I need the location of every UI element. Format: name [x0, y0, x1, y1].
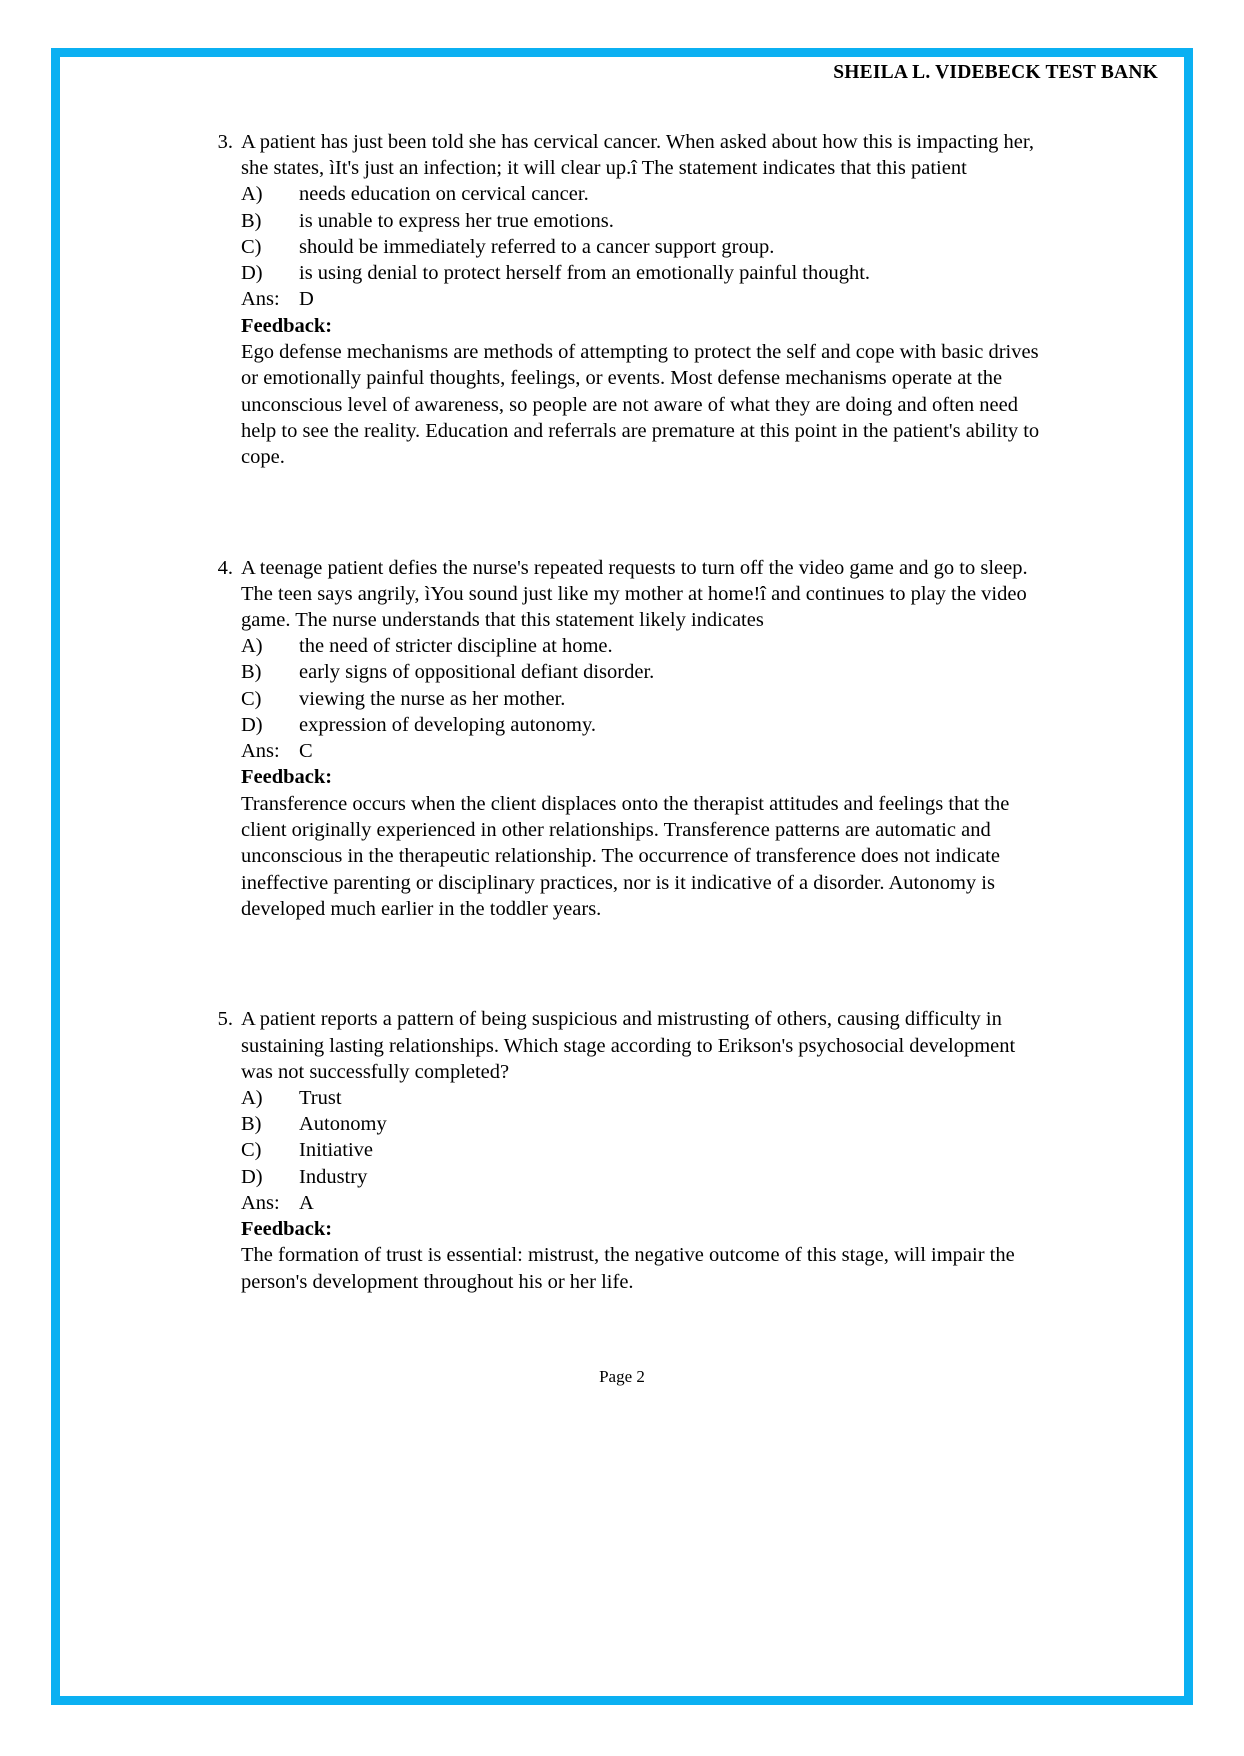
block-spacer — [203, 515, 1048, 555]
option-text: should be immediately referred to a cancer support group. — [299, 235, 775, 258]
feedback-text: Transference occurs when the client displaces onto the therapist attitudes and feelings that the client originally experienced in other relationships. Transference patterns are automatic and unconscious in the therapeutic relationship. The occurrence of transference does not indicate ineffective parenting or disciplinary practices, nor is it indicative of a disorder. Autonomy is developed much earlier in the toddler years. — [241, 792, 1010, 920]
answer-value: C — [299, 740, 313, 763]
option-row[interactable] — [241, 1137, 1048, 1163]
answer-row — [203, 286, 1048, 312]
question-stem-text: A patient reports a pattern of being suspicious and mistrusting of others, causing difficulty in sustaining lasting relationships. Which stage according to Erikson's psychosocial development was not successfully completed? — [241, 1008, 1016, 1083]
answer-row — [203, 1190, 1048, 1216]
question-number: 4. — [217, 556, 233, 579]
option-letter: D) — [241, 713, 263, 736]
answer-label: Ans: — [241, 740, 280, 763]
option-row[interactable] — [241, 686, 1048, 712]
option-row[interactable] — [241, 260, 1048, 286]
option-row[interactable] — [241, 1111, 1048, 1137]
option-text: is using denial to protect herself from an emotionally painful thought. — [299, 262, 871, 285]
question-stem-text: A teenage patient defies the nurse's repeated requests to turn off the video game and go to sleep. The teen says angrily, ìYou sound just like my mother at home!î and continues to play the video game. The nurse understands that this statement likely indicates — [241, 556, 1028, 631]
answer-options-list — [203, 633, 1048, 738]
option-row[interactable] — [241, 1164, 1048, 1190]
option-letter: D) — [241, 262, 263, 285]
question-block — [203, 129, 1048, 471]
answer-options-list — [203, 1085, 1048, 1190]
feedback-label: Feedback: — [241, 314, 333, 337]
option-letter: B) — [241, 1113, 262, 1136]
option-row[interactable] — [241, 712, 1048, 738]
option-text: Industry — [299, 1165, 368, 1188]
answer-row — [203, 738, 1048, 764]
option-letter: C) — [241, 1139, 262, 1162]
option-text: needs education on cervical cancer. — [299, 183, 589, 206]
answer-options-list — [203, 181, 1048, 286]
option-row[interactable] — [241, 659, 1048, 685]
answer-value: D — [299, 288, 314, 311]
option-text: Initiative — [299, 1139, 374, 1162]
option-text: Trust — [299, 1086, 342, 1109]
option-text: early signs of oppositional defiant disorder. — [299, 661, 655, 684]
question-stem — [203, 129, 1048, 181]
block-spacer — [203, 966, 1048, 1006]
option-text: the need of stricter discipline at home. — [299, 635, 613, 658]
question-block — [203, 555, 1048, 923]
option-text: expression of developing autonomy. — [299, 713, 596, 736]
answer-label: Ans: — [241, 288, 280, 311]
question-number: 3. — [217, 131, 233, 153]
feedback-label: Feedback: — [241, 766, 333, 789]
answer-label: Ans: — [241, 1191, 280, 1214]
question-block — [203, 1006, 1048, 1295]
option-row[interactable] — [241, 208, 1048, 234]
feedback-text: Ego defense mechanisms are methods of attempting to protect the self and cope with basic drives or emotionally painful thoughts, feelings, or events. Most defense mechanisms operate at the unconscious level of awareness, so people are not aware of what they are doing and often need help to see the reality. Education and referrals are premature at this point in the patient's ability to cope. — [241, 340, 1040, 469]
option-row[interactable] — [241, 181, 1048, 207]
option-row[interactable] — [241, 234, 1048, 260]
option-letter: C) — [241, 235, 262, 258]
questions-container — [203, 129, 1048, 1339]
option-row[interactable] — [241, 1085, 1048, 1111]
question-number: 5. — [217, 1008, 233, 1031]
option-letter: A) — [241, 1086, 263, 1109]
option-letter: A) — [241, 183, 263, 206]
option-letter: C) — [241, 687, 262, 710]
option-row[interactable] — [241, 633, 1048, 659]
option-letter: B) — [241, 661, 262, 684]
feedback-label: Feedback: — [241, 1218, 333, 1241]
page-footer: Page 2 — [599, 1367, 645, 1386]
document-header-title: SHEILA L. VIDEBECK TEST BANK — [833, 62, 1158, 83]
feedback-text: The formation of trust is essential: mistrust, the negative outcome of this stage, will impair the person's development throughout his or her life. — [241, 1244, 1015, 1293]
answer-value: A — [299, 1191, 314, 1214]
question-stem-text: A patient has just been told she has cervical cancer. When asked about how this is impacting her, she states, ìIt's just an infection; it will clear up.î The statement indicates that this patient — [241, 131, 1034, 180]
option-letter: B) — [241, 209, 262, 232]
option-text: is unable to express her true emotions. — [299, 209, 614, 232]
option-text: viewing the nurse as her mother. — [299, 687, 566, 710]
option-letter: A) — [241, 635, 263, 658]
question-stem — [203, 555, 1048, 634]
option-text: Autonomy — [299, 1113, 387, 1136]
page-sheet — [60, 57, 1184, 1696]
question-stem — [203, 1006, 1048, 1085]
option-letter: D) — [241, 1165, 263, 1188]
